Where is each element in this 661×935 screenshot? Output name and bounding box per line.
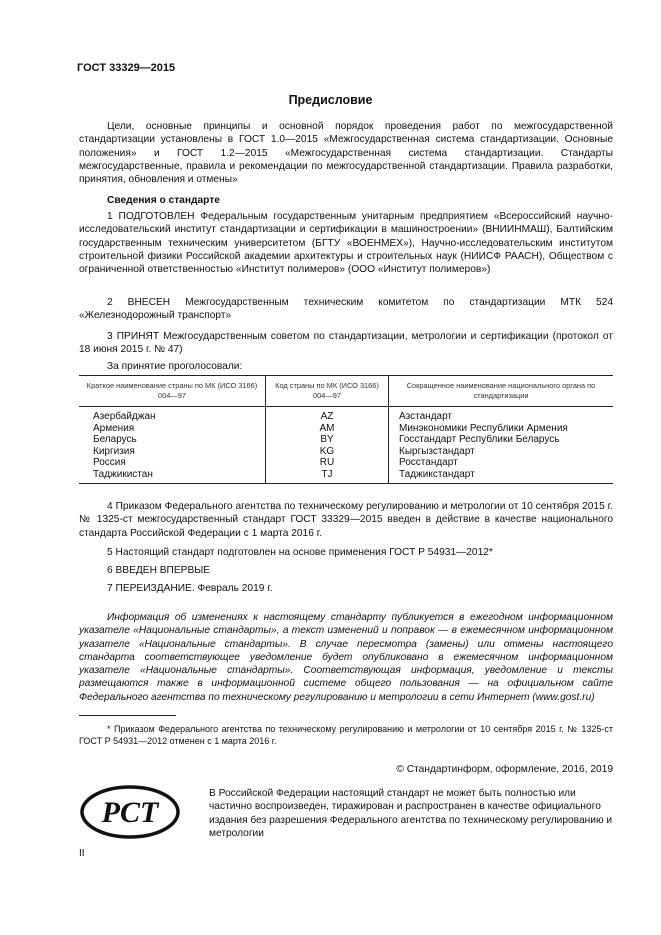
- info-heading: Сведения о стандарте: [107, 195, 220, 206]
- rights-notice: В Российской Федерации настоящий стандарт не может быть полностью или частично воспроизведен, тиражирован и распространен в качестве официального издания без разрешения Федерального агентства по техническому регулированию и метрологии: [209, 788, 613, 839]
- country-cell: Киргизия: [93, 445, 135, 457]
- table-row: [79, 446, 613, 458]
- rst-logo-text: РСТ: [101, 796, 159, 829]
- item-7-reissue: 7 ПЕРЕИЗДАНИЕ. Февраль 2019 г.: [107, 583, 273, 594]
- body-cell: Росстандарт: [389, 457, 614, 469]
- votes-table: [79, 375, 613, 484]
- body-cell: Минэкономики Республики Армения: [389, 423, 614, 435]
- item-4-order: 4 Приказом Федерального агентства по техническому регулированию и метрологии от 10 сентября 2015 г. № 1325-ст межгосударственный стандарт ГОСТ 33329—2015 введен в действие в качестве национального стандарта Российской Федерации с 1 марта 2016 г.: [79, 501, 613, 539]
- body-cell: Госстандарт Республики Беларусь: [389, 434, 614, 446]
- voted-caption: За принятие проголосовали:: [107, 361, 243, 372]
- intro-paragraph: Цели, основные принципы и основной порядок проведения работ по межгосударственной стандартизации установлены в ГОСТ 1.0—2015 «Межгосударственная система стандартизации. Основные положения» и ГОСТ 1.2—2015 «Межгосударственная система стандартизации. Стандарты межгосударственные, правила и рекомендации по межгосударственной стандартизации. Правила разработки, принятия, обновления и отмены»: [79, 121, 613, 186]
- footnote-divider: [79, 715, 176, 716]
- table-row: [79, 434, 613, 446]
- code-cell: KG: [266, 446, 389, 458]
- document-id: ГОСТ 33329—2015: [77, 62, 176, 74]
- col-header-body: Сокращенное наименование национального органа по стандартизации: [389, 376, 614, 407]
- code-cell: AM: [266, 423, 389, 435]
- col-header-code: Код страны по МК (ИСО 3166) 004—97: [266, 376, 389, 407]
- page-number: II: [79, 848, 85, 859]
- country-cell: Беларусь: [93, 434, 137, 445]
- table-header-row: [79, 376, 613, 407]
- body-cell: Таджикстандарт: [389, 469, 614, 484]
- country-cell: Таджикистан: [79, 469, 266, 484]
- item-2-submitted: 2 ВНЕСЕН Межгосударственным техническим комитетом по стандартизации МТК 524 «Железнодорожный транспорт»: [79, 297, 613, 322]
- rst-logo-mark: [79, 784, 181, 840]
- item-5-basis: 5 Настоящий стандарт подготовлен на основе применения ГОСТ Р 54931—2012*: [107, 547, 493, 558]
- col-header-country: Краткое наименование страны по МК (ИСО 3166) 004—97: [79, 376, 266, 407]
- country-cell: Азербайджан: [93, 411, 156, 422]
- country-cell: Армения: [93, 422, 135, 434]
- copyright: © Стандартинформ, оформление, 2016, 2019: [396, 764, 613, 775]
- code-cell: TJ: [266, 469, 389, 484]
- country-cell: Россия: [93, 457, 126, 468]
- page-title: Предисловие: [288, 93, 373, 107]
- code-cell: AZ: [266, 407, 389, 423]
- item-1-prepared: 1 ПОДГОТОВЛЕН Федеральным государственным унитарным предприятием «Всероссийский научно-исследовательский институт стандартизации и сертификации в машиностроении» (ВНИИНМАШ), Балтийским государственным техническим университетом (БГТУ «ВОЕНМЕХ»), Научно-исследовательским институтом строительной физики Российской академии архитектуры и строительных наук (НИИСФ РААСН), Обществом с ограниченной ответственностью «Институт полимеров» (ООО «Институт полимеров»): [79, 211, 613, 276]
- code-cell: RU: [266, 457, 389, 469]
- table-row: [79, 407, 613, 423]
- item-3-adopted: 3 ПРИНЯТ Межгосударственным советом по стандартизации, метрологии и сертификации (протокол от 18 июня 2015 г. № 47): [79, 331, 613, 356]
- table-row: [79, 469, 613, 484]
- item-6-first-introduced: 6 ВВЕДЕН ВПЕРВЫЕ: [107, 565, 211, 576]
- code-cell: BY: [266, 434, 389, 446]
- footnote: * Приказом Федерального агентства по техническому регулированию и метрологии от 10 сентября 2015 г. № 1325-ст ГОСТ Р 54931—2012 отменен с 1 марта 2016 г.: [79, 724, 613, 746]
- table-row: [79, 423, 613, 435]
- change-notice: Информация об изменениях к настоящему стандарту публикуется в ежегодном информационном указателе «Национальные стандарты», а текст изменений и поправок — в ежемесячном информационном указателе «Национальные стандарты». В случае пересмотра (замены) или отмены настоящего стандарта соответствующее уведомление будет опубликовано в ежемесячном информационном указателе «Национальные стандарты». Соответствующая информация, уведомление и тексты размещаются также в информационной системе общего пользования — на официальном сайте Федерального агентства по техническому регулированию и метрологии в сети Интернет (www.gost.ru): [79, 612, 613, 703]
- table-row: [79, 457, 613, 469]
- body-cell: Кыргызстандарт: [389, 446, 614, 458]
- rst-logo: [79, 784, 181, 840]
- body-cell: Азстандарт: [389, 407, 614, 423]
